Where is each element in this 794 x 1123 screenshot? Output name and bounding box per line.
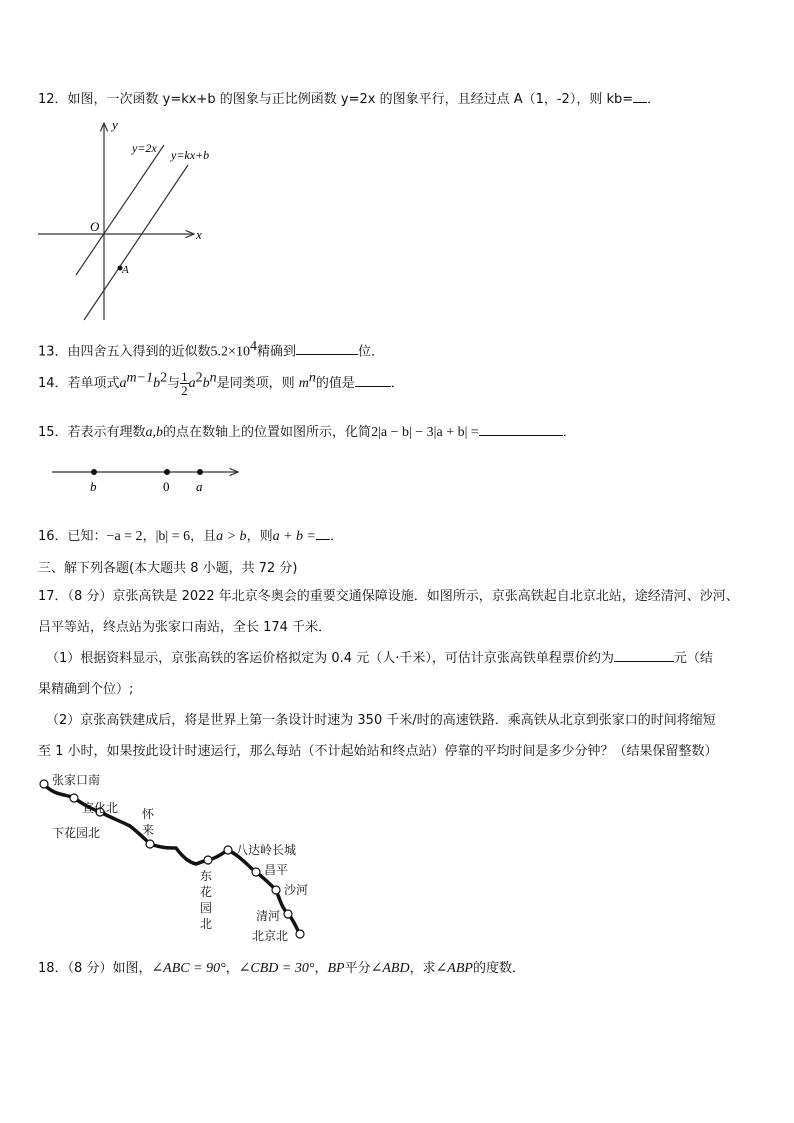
q17-line2: 吕平等站，终点站为张家口南站，全长 174 千米． (38, 620, 332, 635)
label-origin: O (90, 219, 100, 234)
svg-text:b: b (90, 479, 97, 494)
svg-text:北: 北 (200, 917, 213, 931)
svg-text:a: a (196, 479, 203, 494)
station-badaling (224, 846, 232, 854)
point-a (197, 469, 203, 475)
label-y: y (112, 117, 118, 132)
question-13: 13．由四舍五入得到的近似数$5.2\times 10^4$精确到 位． (38, 339, 384, 360)
q14-answer-blank[interactable] (355, 374, 391, 387)
q17-part1: （1）根据资料显示，京张高铁的客运价格拟定为 0.4 元（人·千米），可估计京张高铁单程票价约为 元（结 (46, 651, 713, 666)
svg-text:北京北: 北京北 (252, 929, 289, 943)
q17-answer-blank[interactable] (614, 649, 674, 662)
question-12: 12．如图，一次函数 y=kx+b 的图象与正比例函数 y=2x 的图象平行，且经过点 A（1，-2），则 kb= ． (38, 92, 661, 107)
line-y-kx-b (84, 165, 188, 320)
label-line1: y=2x (132, 141, 157, 155)
svg-text:0: 0 (163, 479, 170, 494)
point-zero (164, 469, 170, 475)
svg-text:八达岭长城: 八达岭长城 (236, 843, 297, 857)
q17-part2-line1: （2）京张高铁建成后，将是世界上第一条设计时速为 350 千米/时的高速铁路．乘高铁从北京到张家口的时间将缩短 (46, 713, 716, 728)
svg-text:清河: 清河 (256, 909, 281, 923)
svg-text:张家口南: 张家口南 (52, 773, 101, 787)
q12-answer-blank[interactable] (633, 90, 647, 103)
label-line2: y=kx+b (171, 148, 210, 162)
station-zhangjiakou-south (40, 780, 48, 788)
svg-text:怀: 怀 (142, 807, 155, 821)
svg-text:园: 园 (200, 901, 213, 915)
station-qinghe (284, 910, 292, 918)
q12-text: 12．如图，一次函数 y=kx+b 的图象与正比例函数 y=2x 的图象平行，且经过点 A（1，-2），则 kb= (38, 92, 634, 107)
svg-text:东: 东 (200, 869, 213, 883)
station-huailai (146, 840, 154, 848)
question-15: 15．若表示有理数a,b的点在数轴上的位置如图所示，化简2|a − b| − 3|a + b| = ． (38, 425, 576, 440)
svg-text:宣化北: 宣化北 (82, 801, 119, 815)
svg-text:来: 来 (142, 823, 155, 837)
q16-answer-blank[interactable] (316, 527, 330, 540)
q15-answer-blank[interactable] (479, 423, 563, 436)
q17-part1-line2: 果精确到个位）; (38, 682, 134, 697)
svg-text:沙河: 沙河 (284, 883, 309, 897)
q17-line1: 17．（8 分）京张高铁是 2022 年北京冬奥会的重要交通保障设施．如图所示，京张高铁起自北京北站，途经清河、沙河、 (38, 589, 739, 604)
svg-text:下花园北: 下花园北 (52, 826, 101, 840)
station-shahe (272, 886, 280, 894)
q17-part2-line2: 至 1 小时，如果按此设计时速运行，那么每站（不计起始站和终点站）停靠的平均时间是多少分钟？（结果保留整数） (38, 744, 718, 759)
line-y-2x (76, 145, 164, 275)
station-donghuayuan-north (204, 856, 212, 864)
svg-text:昌平: 昌平 (264, 863, 289, 877)
question-16: 16．已知：−a = 2，|b| = 6，且a > b，则a + b = ． (38, 529, 343, 544)
section-3-heading: 三、解下列各题(本大题共 8 小题，共 72 分) (38, 561, 298, 576)
point-b (91, 469, 97, 475)
station-xuanhua-north (70, 794, 78, 802)
label-point-a: A (122, 264, 129, 276)
station-changping (252, 868, 260, 876)
q15-number-line (50, 460, 250, 496)
svg-text:花: 花 (200, 885, 213, 899)
question-14: 14．若单项式$a^{m-1}b^2$与 $\frac{1}{2}$ $a^2b^n$是同类项，则 $m^n$的值是 ． (38, 369, 404, 398)
label-x: x (196, 227, 202, 242)
q12-graph (36, 115, 236, 325)
fraction-half: $\frac{1}{2}$ (181, 369, 188, 398)
station-beijing-north (296, 930, 304, 938)
rail-map (30, 768, 330, 948)
question-18: 18．（8 分）如图，∠ABC = 90°，∠CBD = 30°，BP平分∠ABD，求∠ABP的度数． (38, 961, 525, 976)
q13-answer-blank[interactable] (296, 342, 358, 355)
